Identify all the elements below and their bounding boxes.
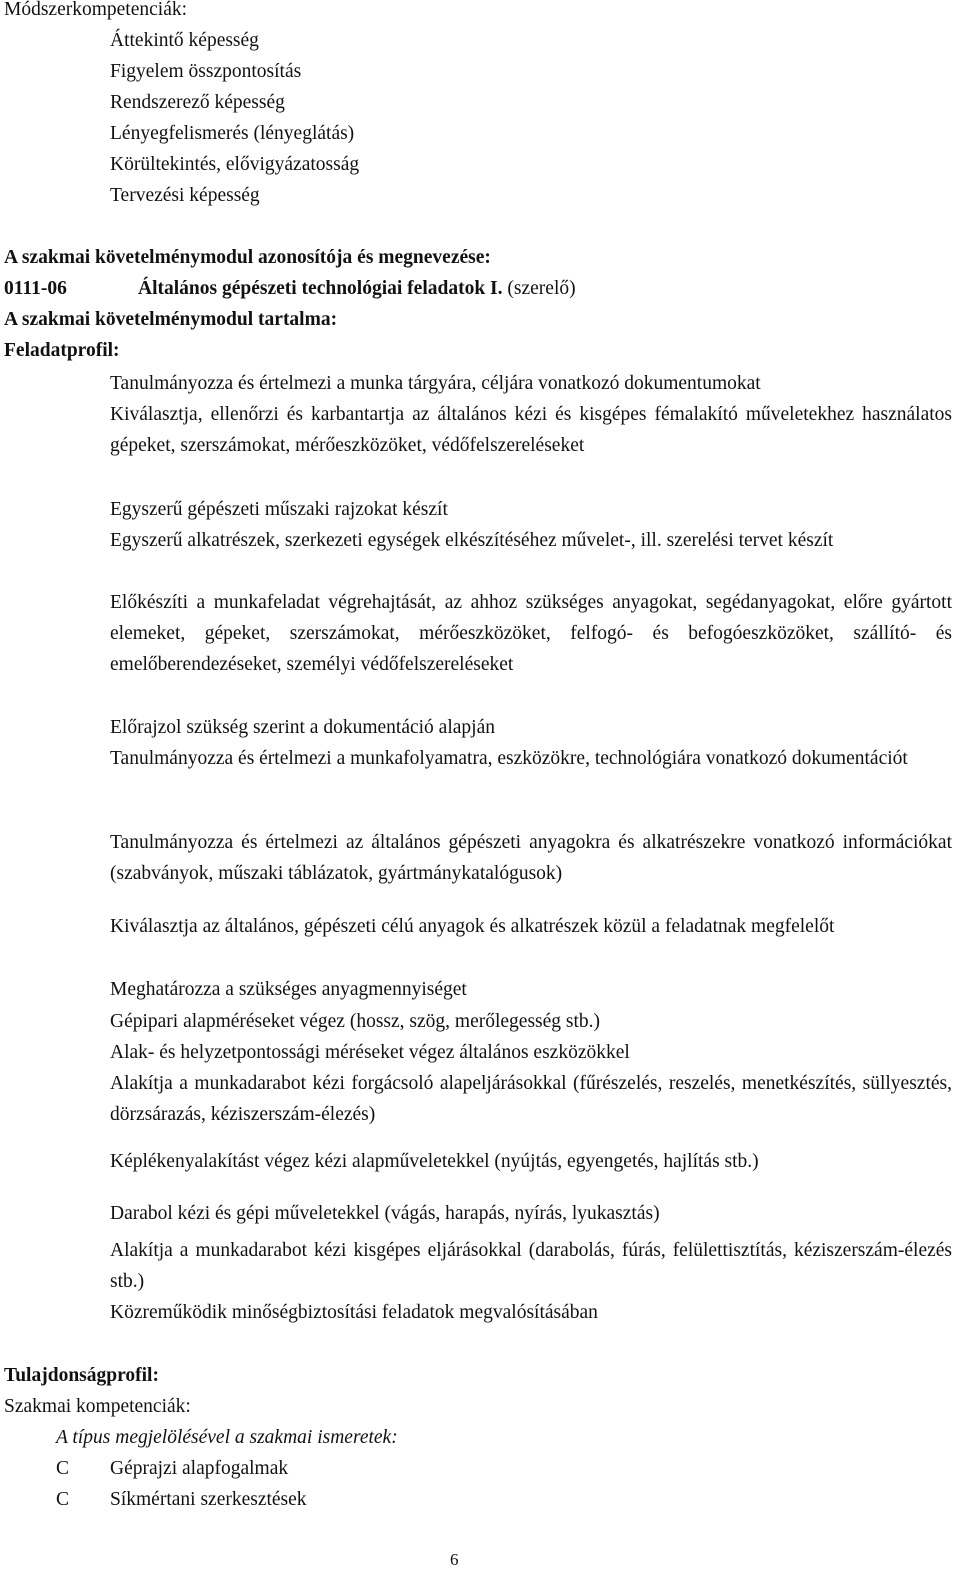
feladat-item: Tanulmányozza és értelmezi az általános gépészeti anyagokra és alkatrészekre vonatkozó információkat (szabványok, műszaki táblázatok, gyártmánykatalógusok) [110, 832, 952, 884]
modul-name-bold: Általános gépészeti technológiai feladatok I. [138, 278, 503, 299]
page-number: 6 [450, 1550, 459, 1569]
feladat-item: Alak- és helyzetpontossági méréseket végez általános eszközökkel [110, 1042, 630, 1063]
feladat-item: Egyszerű gépészeti műszaki rajzokat készít [110, 499, 448, 520]
feladat-item: Egyszerű alkatrészek, szerkezeti egységek elkészítéséhez művelet-, ill. szerelési tervet készít [110, 530, 834, 551]
feladat-item: Gépipari alapméréseket végez (hossz, szög, merőlegesség stb.) [110, 1011, 601, 1032]
tulajdonsag-heading: Tulajdonságprofil: [4, 1365, 159, 1386]
modszer-item: Figyelem összpontosítás [110, 61, 302, 82]
feladat-item: Tanulmányozza és értelmezi a munkafolyamatra, eszközökre, technológiára vonatkozó dokumentációt [110, 748, 908, 769]
modszer-item: Áttekintő képesség [110, 30, 259, 51]
feladat-item: Alakítja a munkadarabot kézi kisgépes eljárásokkal (darabolás, fúrás, felülettisztítás, kéziszerszám-élezés stb.) [110, 1240, 952, 1292]
modul-code: 0111-06 [4, 278, 67, 299]
feladat-item: Meghatározza a szükséges anyagmennyiséget [110, 979, 467, 1000]
modszer-item: Lényegfelismerés (lényeglátás) [110, 123, 355, 144]
modszer-item: Rendszerező képesség [110, 92, 285, 113]
feladat-item: Közreműködik minőségbiztosítási feladatok megvalósításában [110, 1302, 598, 1323]
ismeret-text: Géprajzi alapfogalmak [110, 1458, 289, 1479]
modszer-heading: Módszerkompetenciák: [4, 0, 188, 20]
feladat-item: Tanulmányozza és értelmezi a munka tárgyára, céljára vonatkozó dokumentumokat [110, 373, 761, 394]
feladat-item: Alakítja a munkadarabot kézi forgácsoló alapeljárásokkal (fűrészelés, reszelés, menetkészítés, süllyesztés, dörzsárazás, kéziszerszám-élezés) [110, 1073, 952, 1125]
tipus-heading: A típus megjelölésével a szakmai ismeretek: [56, 1427, 398, 1448]
ismeret-text: Síkmértani szerkesztések [110, 1489, 307, 1510]
modszer-item: Tervezési képesség [110, 185, 260, 206]
ismeret-code: C [56, 1458, 70, 1479]
modszer-item: Körültekintés, elővigyázatosság [110, 154, 360, 175]
modul-name [138, 273, 576, 304]
ismeret-code: C [56, 1489, 70, 1510]
feladat-item: Kiválasztja, ellenőrzi és karbantartja az általános kézi és kisgépes fémalakító műveletekhez használatos gépeket, szerszámokat, mérőeszközöket, védőfelszereléseket [110, 404, 952, 456]
feladat-item: Képlékenyalakítást végez kézi alapműveletekkel (nyújtás, egyengetés, hajlítás stb.) [110, 1151, 759, 1172]
modul-id-heading: A szakmai követelménymodul azonosítója és megnevezése: [4, 247, 491, 268]
feladat-item: Kiválasztja az általános, gépészeti célú anyagok és alkatrészek közül a feladatnak megfelelőt [110, 916, 835, 937]
feladatprofil-heading: Feladatprofil: [4, 340, 120, 361]
modul-name-suffix: (szerelő) [507, 278, 576, 299]
feladat-item: Előrajzol szükség szerint a dokumentáció alapján [110, 717, 495, 738]
szakmai-kompetenciak: Szakmai kompetenciák: [4, 1396, 191, 1417]
feladat-item: Darabol kézi és gépi műveletekkel (vágás, harapás, nyírás, lyukasztás) [110, 1203, 660, 1224]
modul-content-heading: A szakmai követelménymodul tartalma: [4, 309, 338, 330]
feladat-item: Előkészíti a munkafeladat végrehajtását, az ahhoz szükséges anyagokat, segédanyagokat, előre gyártott elemeket, gépeket, szerszámokat, mérőeszközöket, felfogó- és befogóeszközöket, szállító- és emelőberendezéseket, személyi védőfelszereléseket [110, 592, 952, 675]
